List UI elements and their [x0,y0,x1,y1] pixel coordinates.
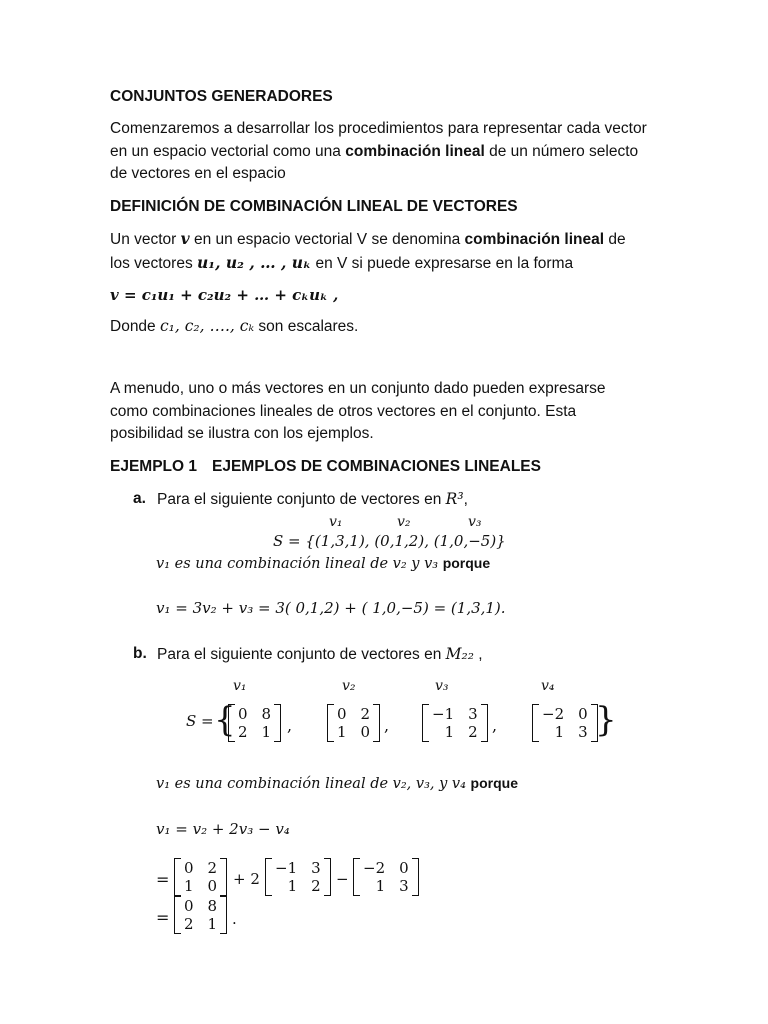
b-label-v1: v₁ [233,678,247,694]
part-a-space: R³ [445,490,464,508]
a-label-v1: v₁ [329,514,343,530]
m1-d: 1 [261,723,272,741]
b-eq3-matrix-v1 [174,896,227,934]
m3-c: 1 [444,723,455,741]
b-sep-2: , [384,716,390,735]
e2-m4-c: 1 [375,877,386,895]
part-a-comma: , [463,491,468,508]
a-label-v3: v₃ [468,514,482,530]
m4-a: −2 [542,705,565,723]
a-claim-text: v₁ es una combinación lineal de v₂ y v₃ [156,556,439,572]
def-text-f: Donde [110,318,160,335]
a-label-v2: v₂ [397,514,411,530]
e2-m3-c: 1 [287,877,298,895]
b-matrix-v1 [228,704,281,742]
a-claim [156,555,490,572]
example-label: EJEMPLO 1 [110,458,197,475]
m2-d: 0 [360,723,371,741]
def-vector-v: v [180,229,190,248]
m4-b: 0 [578,705,588,723]
b-eq3-equals: = [156,908,170,927]
m1-c: 2 [238,723,248,741]
paragraph-menudo: A menudo, uno o más vectores en un conjunto dado pueden expresarse como combinaciones lineales de otros vectores en el conjunto. Esta posibilidad se ilustra con los ejemplos. [110,380,606,442]
b-label-v2: v₂ [342,678,356,694]
a-equation: v₁ = 3v₂ + v₃ = 3( 0,1,2) + ( 1,0,−5) = (1,3,1). [156,599,506,617]
b-sep-3: , [492,716,498,735]
m2-c: 1 [337,723,347,741]
a-porque: porque [442,555,491,571]
def-scalars: c₁, c₂, …., cₖ [159,317,255,335]
b-set-S-label: S = [186,712,214,730]
definition-title: DEFINICIÓN DE COMBINACIÓN LINEAL DE VECTORES [110,198,518,215]
e3-m1-b: 8 [207,897,218,915]
intro-bold: combinación lineal [345,142,485,160]
def-text-d: los vectores [110,254,198,272]
b-eq2-matrix-v3 [265,858,331,896]
def-bold: combinación lineal [464,231,605,248]
e2-m3-b: 3 [311,859,321,877]
m3-a: −1 [432,705,455,723]
b-eq2-matrix-v2 [174,858,227,896]
def-text-g: son escalares. [254,318,359,335]
b-set-open-brace: { [214,700,236,740]
intro-paragraph [110,118,650,186]
e2-m3-a: −1 [275,859,298,877]
e2-m4-a: −2 [363,859,386,877]
definition-paragraph [110,228,655,275]
part-a-marker: a. [133,490,146,507]
b-eq2-minus: − [336,870,349,888]
b-matrix-v4 [532,704,598,742]
b-eq2-plus2: + 2 [233,870,260,888]
m2-b: 2 [360,705,371,723]
intro-text-1: Comenzaremos a desarrollar los procedimientos para representar cada vector en un espacio vectorial como una [110,120,647,160]
b-label-v4: v₄ [541,678,555,694]
example-title: EJEMPLOS DE COMBINACIONES LINEALES [212,458,541,475]
intro-text-2: de un número selecto de vectores en el espacio [110,142,639,182]
def-vectors: u₁, u₂ , … , uₖ [197,252,312,272]
part-b-marker: b. [133,645,147,662]
def-text-b: en un espacio vectorial V se denomina [189,231,465,248]
definition-formula: v = c₁u₁ + c₂u₂ + … + cₖuₖ , [110,286,339,304]
part-b-intro [157,645,483,664]
m2-a: 0 [337,705,347,723]
e2-m2-c: 1 [184,877,194,895]
b-eq3-dot: . [232,910,237,928]
part-a-intro [157,490,468,509]
b-eq2-matrix-v4 [353,858,419,896]
definition-scalars [110,315,358,339]
part-a-text: Para el siguiente conjunto de vectores en [157,491,446,508]
def-text-a: Un vector [110,231,181,248]
part-b-text: Para el siguiente conjunto de vectores en [157,646,446,663]
e3-m1-d: 1 [207,915,218,933]
m1-a: 0 [238,705,248,723]
e2-m4-b: 0 [399,859,409,877]
e2-m3-d: 2 [311,877,321,895]
e3-m1-a: 0 [184,897,194,915]
b-porque: porque [470,775,518,791]
def-text-c: de [604,231,626,248]
a-set-S: S = {(1,3,1), (0,1,2), (1,0,−5)} [273,532,506,550]
b-matrix-v2 [327,704,380,742]
e3-m1-c: 2 [184,915,194,933]
e2-m2-b: 2 [207,859,218,877]
part-b-space: M₂₂ [445,645,474,663]
page-title: CONJUNTOS GENERADORES [110,88,333,105]
e2-m4-d: 3 [399,877,409,895]
b-equation-1: v₁ = v₂ + 2v₃ − v₄ [156,820,290,838]
m1-b: 8 [261,705,272,723]
b-set-close-brace: } [595,700,617,740]
b-sep-1: , [287,716,293,735]
m4-c: 1 [554,723,565,741]
e2-m2-a: 0 [184,859,194,877]
b-claim [156,775,518,792]
b-eq2-equals: = [156,870,170,889]
e2-m2-d: 0 [207,877,218,895]
m3-d: 2 [468,723,478,741]
m3-b: 3 [468,705,478,723]
b-label-v3: v₃ [435,678,449,694]
part-b-comma: , [473,646,483,663]
m4-d: 3 [578,723,588,741]
b-matrix-v3 [422,704,488,742]
b-claim-text: v₁ es una combinación lineal de v₂, v₃, y v₄ [156,776,466,792]
def-text-e: en V si puede expresarse en la forma [311,254,574,272]
